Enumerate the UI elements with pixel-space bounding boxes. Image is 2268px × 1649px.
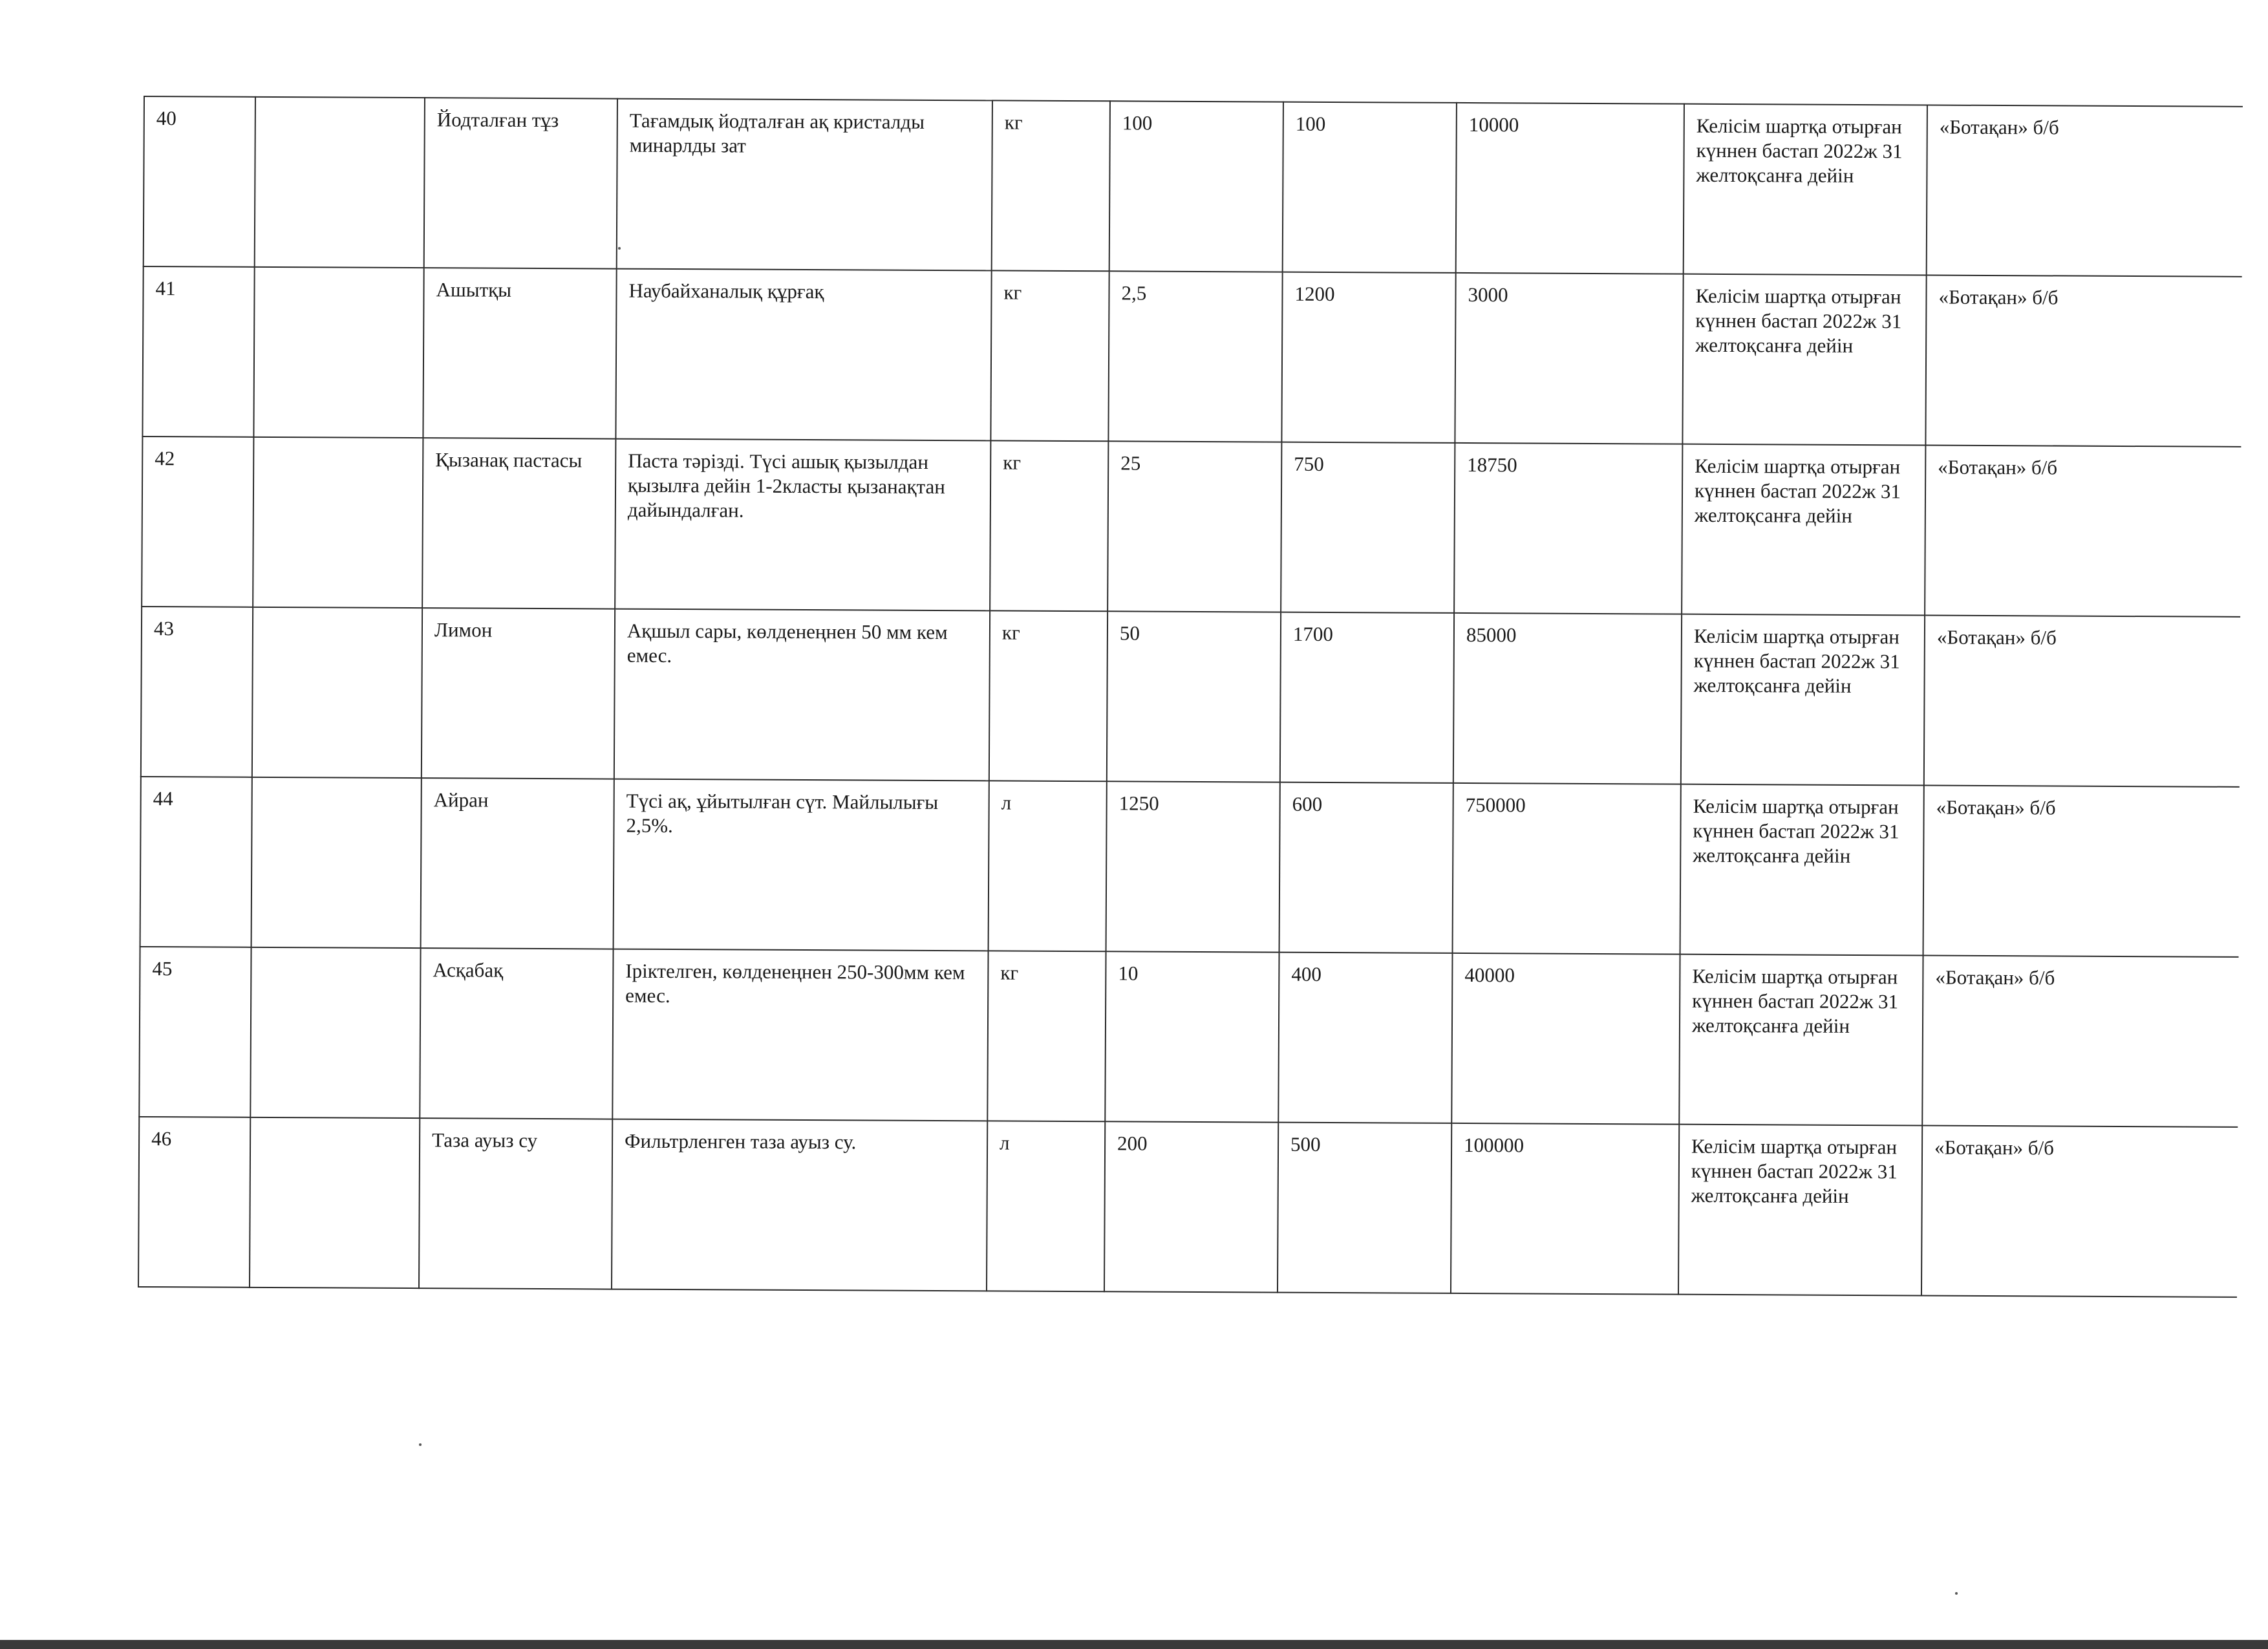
scan-speck	[618, 247, 621, 250]
sum-cell: 85000	[1453, 613, 1682, 784]
table-row	[142, 266, 2241, 447]
delivery-term-cell: Келісім шартқа отырған күннен бастап 2022ж 31 желтоқсанға дейін	[1684, 104, 1927, 275]
code-cell	[253, 267, 423, 438]
description-cell: Іріктелген, көлденеңнен 250-300мм кем емес.	[612, 949, 988, 1121]
quantity-cell: 2,5	[1108, 271, 1282, 442]
unit-cell: л	[987, 1121, 1105, 1291]
description-cell: Тағамдық йодталған ақ кристалды минарлды зат	[617, 99, 992, 271]
unit-cell: кг	[992, 100, 1110, 271]
quantity-cell: 50	[1107, 611, 1281, 782]
price-cell: 1200	[1281, 272, 1455, 443]
delivery-place-cell: «Ботақан» б/б	[1927, 105, 2243, 276]
price-cell: 100	[1283, 102, 1457, 273]
code-cell	[251, 777, 422, 948]
description-cell: Наубайханалық құрғақ	[615, 269, 991, 441]
unit-cell: л	[989, 781, 1107, 951]
delivery-place-cell: «Ботақан» б/б	[1925, 275, 2241, 446]
price-cell: 500	[1278, 1123, 1451, 1293]
description-cell: Фильтрленген таза ауыз су.	[612, 1119, 987, 1291]
item-name-cell: Айран	[421, 778, 614, 949]
row-number-cell: 43	[141, 607, 253, 777]
item-name-cell: Қызанақ пастасы	[422, 438, 615, 609]
description-cell: Ақшыл сары, көлденеңнен 50 мм кем емес.	[614, 609, 990, 781]
price-cell: 1700	[1280, 612, 1454, 783]
table-row	[140, 777, 2240, 957]
scan-bottom-edge	[0, 1640, 2268, 1649]
procurement-table	[138, 96, 2243, 1298]
delivery-term-cell: Келісім шартқа отырған күннен бастап 2022ж 31 желтоқсанға дейін	[1678, 1125, 1922, 1296]
table-row	[138, 1117, 2238, 1297]
quantity-cell: 100	[1109, 101, 1283, 272]
table-row	[141, 607, 2240, 787]
delivery-place-cell: «Ботақан» б/б	[1923, 785, 2240, 956]
description-cell: Паста тәрізді. Түсі ашық қызылдан қызылға дейін 1-2класты қызанақтан дайындалған.	[615, 439, 990, 611]
scan-speck	[419, 1443, 422, 1446]
row-number-cell: 45	[139, 947, 251, 1117]
price-cell: 600	[1279, 782, 1453, 953]
sum-cell: 750000	[1453, 783, 1681, 954]
price-cell: 400	[1278, 953, 1452, 1123]
quantity-cell: 200	[1104, 1121, 1278, 1292]
price-cell: 750	[1281, 442, 1455, 613]
quantity-cell: 1250	[1106, 781, 1280, 952]
code-cell	[255, 97, 425, 268]
item-name-cell: Асқабақ	[420, 948, 613, 1119]
sum-cell: 18750	[1454, 443, 1682, 614]
description-cell: Түсі ақ, ұйытылған сүт. Майлылығы 2,5%.	[614, 779, 989, 951]
delivery-term-cell: Келісім шартқа отырған күннен бастап 2022ж 31 желтоқсанға дейін	[1682, 444, 1925, 616]
sum-cell: 40000	[1451, 953, 1680, 1125]
code-cell	[250, 1117, 420, 1288]
delivery-term-cell: Келісім шартқа отырған күннен бастап 2022ж 31 желтоқсанға дейін	[1679, 954, 1923, 1126]
unit-cell: кг	[989, 610, 1107, 781]
item-name-cell: Ашытқы	[423, 268, 616, 438]
item-name-cell: Лимон	[422, 608, 615, 779]
code-cell	[252, 607, 422, 778]
item-name-cell: Йодталған тұз	[424, 98, 617, 268]
row-number-cell: 46	[138, 1117, 250, 1288]
delivery-term-cell: Келісім шартқа отырған күннен бастап 2022ж 31 желтоқсанға дейін	[1682, 274, 1926, 446]
delivery-term-cell: Келісім шартқа отырған күннен бастап 2022ж 31 желтоқсанға дейін	[1681, 614, 1925, 786]
scan-speck	[1955, 1592, 1958, 1595]
item-name-cell: Таза ауыз су	[419, 1118, 612, 1289]
row-number-cell: 42	[142, 436, 253, 607]
delivery-place-cell: «Ботақан» б/б	[1922, 955, 2238, 1126]
code-cell	[250, 947, 420, 1118]
sum-cell: 10000	[1456, 103, 1684, 274]
table-row	[139, 947, 2238, 1127]
unit-cell: кг	[990, 440, 1108, 611]
quantity-cell: 10	[1105, 951, 1279, 1122]
row-number-cell: 41	[142, 266, 254, 437]
unit-cell: кг	[987, 951, 1106, 1121]
quantity-cell: 25	[1107, 441, 1281, 612]
sum-cell: 100000	[1451, 1123, 1679, 1295]
table-row	[144, 96, 2243, 277]
row-number-cell: 44	[140, 777, 252, 947]
delivery-place-cell: «Ботақан» б/б	[1924, 615, 2240, 786]
table-row	[142, 436, 2241, 617]
delivery-term-cell: Келісім шартқа отырған күннен бастап 2022ж 31 желтоқсанға дейін	[1680, 784, 1924, 956]
code-cell	[253, 437, 423, 608]
row-number-cell: 40	[144, 96, 255, 267]
sum-cell: 3000	[1455, 273, 1683, 444]
unit-cell: кг	[990, 270, 1109, 441]
delivery-place-cell: «Ботақан» б/б	[1921, 1125, 2238, 1297]
delivery-place-cell: «Ботақан» б/б	[1925, 445, 2241, 616]
